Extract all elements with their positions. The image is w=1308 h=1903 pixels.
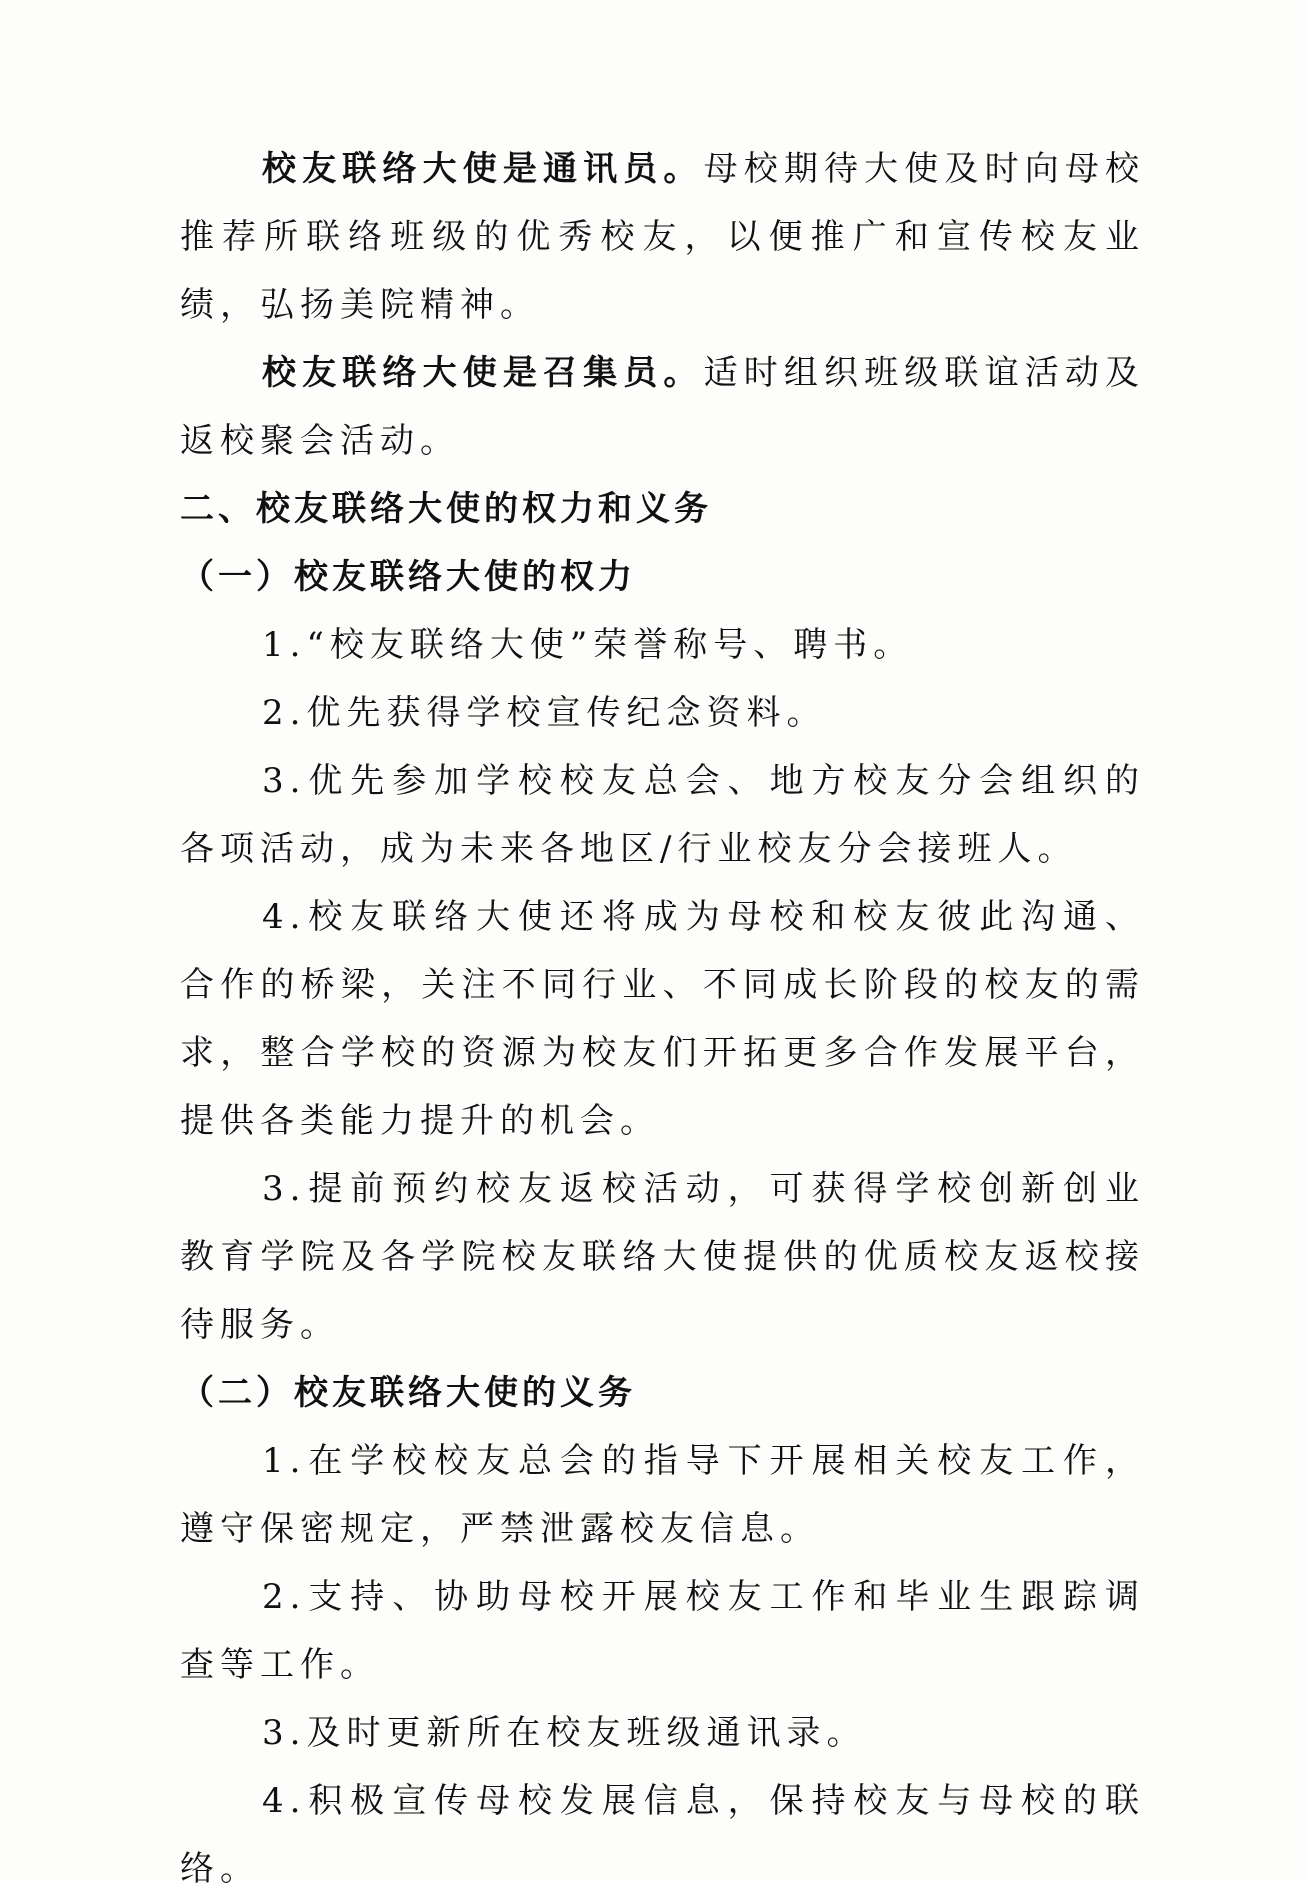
rights-item: 3.优先参加学校校友总会、地方校友分会组织的各项活动，成为未来各地区/行业校友分会接班人。: [180, 761, 1145, 869]
rights-item: 2.优先获得学校宣传纪念资料。: [262, 693, 827, 733]
subsection-heading-rights: （一）校友联络大使的权力: [180, 557, 636, 597]
rights-item: 4.校友联络大使还将成为母校和校友彼此沟通、合作的桥梁，关注不同行业、不同成长阶段的校友的需求，整合学校的资源为校友们开拓更多合作发展平台，提供各类能力提升的机会。: [180, 897, 1145, 1141]
paragraph-tongxunyuan: [180, 135, 1145, 339]
paragraph-text: 适时组织班级联谊活动及返校聚会活动。: [180, 353, 1146, 461]
paragraph-text: 母校期待大使及时向母校推荐所联络班级的优秀校友，以便推广和宣传校友业绩，弘扬美院精神。: [180, 149, 1146, 325]
section-heading: 二、校友联络大使的权力和义务: [180, 489, 712, 529]
duties-item: 3.及时更新所在校友班级通讯录。: [262, 1713, 867, 1753]
duties-item: 1.在学校校友总会的指导下开展相关校友工作，遵守保密规定，严禁泄露校友信息。: [180, 1441, 1145, 1549]
subsection-heading-duties: （二）校友联络大使的义务: [180, 1373, 636, 1413]
rights-item: 1.“校友联络大使”荣誉称号、聘书。: [262, 625, 914, 665]
duties-item: 2.支持、协助母校开展校友工作和毕业生跟踪调查等工作。: [180, 1577, 1145, 1685]
paragraph-lead: 校友联络大使是通讯员。: [262, 149, 704, 189]
paragraph-zhaojiyuan: [180, 339, 1145, 475]
rights-item: 3.提前预约校友返校活动，可获得学校创新创业教育学院及各学院校友联络大使提供的优质校友返校接待服务。: [180, 1169, 1145, 1345]
document-body: [180, 135, 1145, 1903]
paragraph-lead: 校友联络大使是召集员。: [262, 353, 704, 393]
duties-item: 4.积极宣传母校发展信息，保持校友与母校的联络。: [180, 1781, 1145, 1889]
